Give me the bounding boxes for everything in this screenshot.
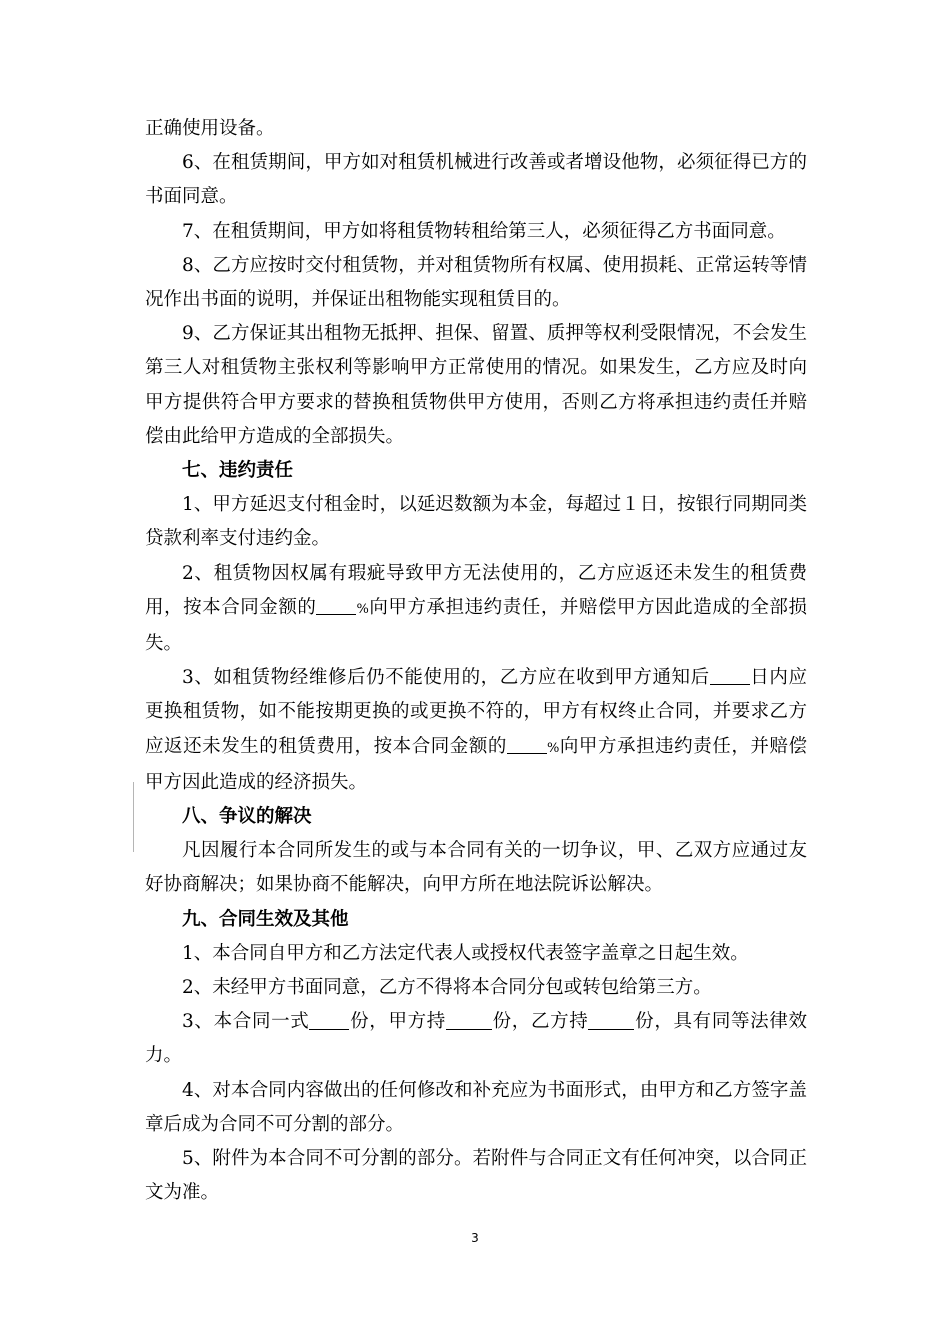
clause-text: 份，乙方持 [491, 1011, 589, 1033]
paragraph: 正确使用设备。 [145, 118, 275, 139]
percent-sign: % [356, 601, 369, 617]
breach-clause-3 [145, 661, 807, 800]
fill-in-blank [316, 596, 356, 616]
clause-text: 向甲方承担违约责任，并赔偿甲方因此造成的经济损失。 [145, 735, 807, 793]
breach-clause-1: 1、甲方延迟支付租金时，以延迟数额为本金，每超过１日，按银行同期同类贷款利率支付违约金。 [145, 494, 807, 550]
other-clause-4: 4、对本合同内容做出的任何修改和补充应为书面形式，由甲方和乙方签字盖章后成为合同不可分割的部分。 [145, 1079, 807, 1135]
other-clause-1: 1、本合同自甲方和乙方法定代表人或授权代表签字盖章之日起生效。 [182, 942, 749, 964]
clause-9: 9、乙方保证其出租物无抵押、担保、留置、质押等权利受限情况，不会发生第三人对租赁物主张权利等影响甲方正常使用的情况。如果发生，乙方应及时向甲方提供符合甲方要求的替换租赁物供甲方使用，否则乙方将承担违约责任并赔偿由此给甲方造成的全部损失。 [145, 323, 807, 447]
fill-in-blank [446, 1010, 492, 1030]
fill-in-blank [309, 1010, 349, 1030]
clause-text: 2、租赁物因权属有瑕疵导致甲方无法使用的，乙方应返还未发生的租赁费用，按本合同金额的 [145, 562, 807, 618]
clause-text: 日内应更换租赁物，如不能按期更换的或更换不符的，甲方有权终止合同，并要求乙方应返还未发生的租赁费用，按本合同金额的 [145, 667, 807, 757]
clause-text: 3、如租赁物经维修后仍不能使用的，乙方应在收到甲方通知后 [182, 667, 710, 689]
clause-7: 7、在租赁期间，甲方如将租赁物转租给第三人，必须征得乙方书面同意。 [182, 220, 786, 242]
other-clause-3 [145, 1005, 807, 1073]
breach-clause-2 [145, 557, 807, 662]
margin-change-bar [133, 782, 134, 852]
page-number: 3 [471, 1231, 479, 1245]
section-heading-dispute: 八、争议的解决 [182, 806, 312, 828]
percent-sign: % [546, 740, 560, 756]
fill-in-blank [507, 734, 547, 754]
clause-text: 份，甲方持 [349, 1011, 446, 1033]
clause-text: 份，具有同等法律效力。 [145, 1011, 807, 1067]
clause-6: 6、在租赁期间，甲方如对租赁机械进行改善或者增设他物，必须征得已方的书面同意。 [145, 152, 807, 208]
clause-text: 3、本合同一式 [182, 1011, 310, 1033]
document-page [145, 112, 807, 1211]
other-clause-2: 2、未经甲方书面同意，乙方不得将本合同分包或转包给第三方。 [182, 977, 712, 999]
section-heading-effectiveness: 九、合同生效及其他 [182, 908, 349, 930]
fill-in-blank [710, 666, 750, 686]
dispute-clause: 凡因履行本合同所发生的或与本合同有关的一切争议，甲、乙双方应通过友好协商解决；如果协商不能解决，向甲方所在地法院诉讼解决。 [145, 840, 807, 896]
fill-in-blank [588, 1010, 634, 1030]
other-clause-5: 5、附件为本合同不可分割的部分。若附件与合同正文有任何冲突，以合同正文为准。 [145, 1148, 807, 1204]
section-heading-breach: 七、违约责任 [182, 460, 294, 482]
clause-text: 向甲方承担违约责任，并赔偿甲方因此造成的全部损失。 [145, 596, 807, 655]
clause-8: 8、乙方应按时交付租赁物，并对租赁物所有权属、使用损耗、正常运转等情况作出书面的说明，并保证出租物能实现租赁目的。 [145, 254, 807, 311]
